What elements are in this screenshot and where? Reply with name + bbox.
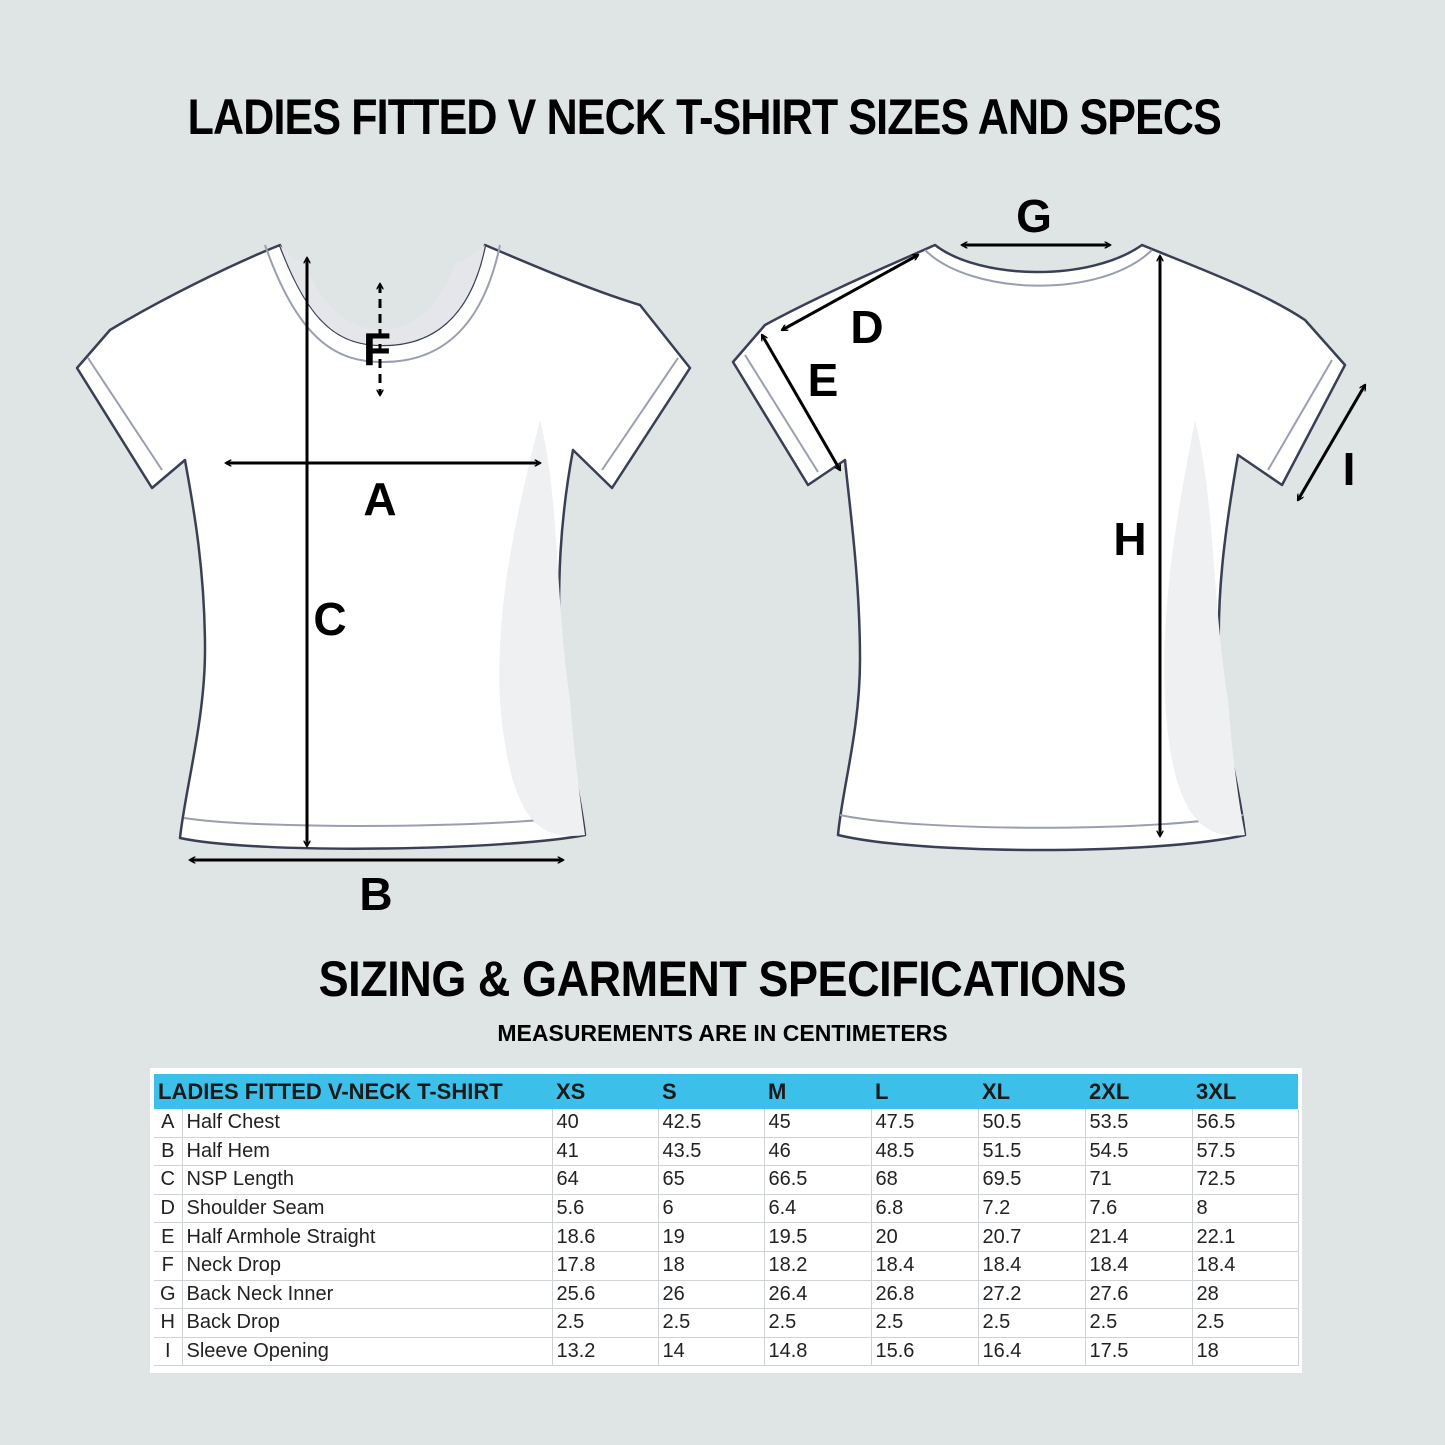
size-s-header: S xyxy=(658,1074,764,1109)
back-shirt xyxy=(733,245,1345,850)
table-cell: 48.5 xyxy=(871,1137,978,1166)
label-i: I xyxy=(1342,443,1356,495)
table-cell: 28 xyxy=(1192,1280,1298,1309)
table-cell: 71 xyxy=(1085,1166,1192,1195)
table-cell: 42.5 xyxy=(658,1109,764,1137)
table-cell: 17.5 xyxy=(1085,1337,1192,1366)
row-label: Half Chest xyxy=(182,1109,552,1137)
table-cell: 27.2 xyxy=(978,1280,1085,1309)
table-header-row xyxy=(154,1074,1298,1109)
table-cell: 6.4 xyxy=(764,1194,871,1223)
spec-note: MEASUREMENTS ARE IN CENTIMETERS xyxy=(497,1020,948,1046)
row-code: I xyxy=(154,1337,182,1366)
row-code: H xyxy=(154,1309,182,1338)
table-header-name: LADIES FITTED V-NECK T-SHIRT xyxy=(154,1074,552,1109)
table-cell: 41 xyxy=(552,1137,658,1166)
table-cell: 7.2 xyxy=(978,1194,1085,1223)
table-cell: 69.5 xyxy=(978,1166,1085,1195)
table-row xyxy=(154,1166,1298,1195)
table-cell: 68 xyxy=(871,1166,978,1195)
table-cell: 13.2 xyxy=(552,1337,658,1366)
table-cell: 20 xyxy=(871,1223,978,1252)
table-cell: 25.6 xyxy=(552,1280,658,1309)
table-cell: 46 xyxy=(764,1137,871,1166)
table-row xyxy=(154,1251,1298,1280)
table-row xyxy=(154,1194,1298,1223)
table-cell: 18 xyxy=(1192,1337,1298,1366)
table-cell: 66.5 xyxy=(764,1166,871,1195)
table-cell: 14.8 xyxy=(764,1337,871,1366)
table-cell: 57.5 xyxy=(1192,1137,1298,1166)
row-label: Back Neck Inner xyxy=(182,1280,552,1309)
table-cell: 21.4 xyxy=(1085,1223,1192,1252)
row-code: F xyxy=(154,1251,182,1280)
table-cell: 72.5 xyxy=(1192,1166,1298,1195)
table-cell: 6.8 xyxy=(871,1194,978,1223)
page-title: LADIES FITTED V NECK T-SHIRT SIZES AND SPECS xyxy=(187,89,1221,145)
table-cell: 17.8 xyxy=(552,1251,658,1280)
table-cell: 18 xyxy=(658,1251,764,1280)
row-label: Neck Drop xyxy=(182,1251,552,1280)
table-cell: 43.5 xyxy=(658,1137,764,1166)
table-row xyxy=(154,1309,1298,1338)
table-cell: 8 xyxy=(1192,1194,1298,1223)
size-2xl-header: 2XL xyxy=(1085,1074,1192,1109)
row-label: Shoulder Seam xyxy=(182,1194,552,1223)
table-cell: 26.4 xyxy=(764,1280,871,1309)
row-code: D xyxy=(154,1194,182,1223)
table-cell: 7.6 xyxy=(1085,1194,1192,1223)
table-cell: 2.5 xyxy=(871,1309,978,1338)
label-e: E xyxy=(807,354,839,406)
table-cell: 20.7 xyxy=(978,1223,1085,1252)
spec-table-container xyxy=(150,1068,1302,1373)
table-cell: 2.5 xyxy=(552,1309,658,1338)
row-code: B xyxy=(154,1137,182,1166)
table-cell: 47.5 xyxy=(871,1109,978,1137)
spec-table xyxy=(154,1074,1299,1366)
table-cell: 40 xyxy=(552,1109,658,1137)
table-cell: 18.4 xyxy=(871,1251,978,1280)
row-label: Sleeve Opening xyxy=(182,1337,552,1366)
table-cell: 65 xyxy=(658,1166,764,1195)
table-cell: 18.2 xyxy=(764,1251,871,1280)
label-a: A xyxy=(363,473,397,525)
table-cell: 64 xyxy=(552,1166,658,1195)
table-row xyxy=(154,1337,1298,1366)
row-label: NSP Length xyxy=(182,1166,552,1195)
size-3xl-header: 3XL xyxy=(1192,1074,1298,1109)
table-cell: 6 xyxy=(658,1194,764,1223)
label-f: F xyxy=(362,323,392,375)
table-cell: 19.5 xyxy=(764,1223,871,1252)
table-cell: 26 xyxy=(658,1280,764,1309)
table-cell: 14 xyxy=(658,1337,764,1366)
label-b: B xyxy=(359,868,393,920)
table-cell: 22.1 xyxy=(1192,1223,1298,1252)
row-code: A xyxy=(154,1109,182,1137)
table-cell: 26.8 xyxy=(871,1280,978,1309)
table-cell: 5.6 xyxy=(552,1194,658,1223)
back-shirt-body xyxy=(733,245,1345,850)
table-row xyxy=(154,1280,1298,1309)
row-code: C xyxy=(154,1166,182,1195)
label-d: D xyxy=(850,301,884,353)
table-body xyxy=(154,1109,1298,1366)
table-cell: 53.5 xyxy=(1085,1109,1192,1137)
table-cell: 15.6 xyxy=(871,1337,978,1366)
table-cell: 2.5 xyxy=(658,1309,764,1338)
table-cell: 45 xyxy=(764,1109,871,1137)
table-row xyxy=(154,1137,1298,1166)
table-cell: 18.6 xyxy=(552,1223,658,1252)
table-cell: 18.4 xyxy=(1085,1251,1192,1280)
table-cell: 16.4 xyxy=(978,1337,1085,1366)
row-label: Half Hem xyxy=(182,1137,552,1166)
table-cell: 2.5 xyxy=(978,1309,1085,1338)
label-h: H xyxy=(1113,513,1147,565)
table-row xyxy=(154,1223,1298,1252)
label-g: G xyxy=(1016,190,1052,242)
row-label: Back Drop xyxy=(182,1309,552,1338)
table-cell: 2.5 xyxy=(1085,1309,1192,1338)
size-xl-header: XL xyxy=(978,1074,1085,1109)
label-c: C xyxy=(313,593,347,645)
size-xs-header: XS xyxy=(552,1074,658,1109)
table-row xyxy=(154,1109,1298,1137)
row-label: Half Armhole Straight xyxy=(182,1223,552,1252)
table-cell: 18.4 xyxy=(1192,1251,1298,1280)
row-code: E xyxy=(154,1223,182,1252)
table-cell: 27.6 xyxy=(1085,1280,1192,1309)
spec-title: SIZING & GARMENT SPECIFICATIONS xyxy=(318,951,1127,1007)
table-cell: 2.5 xyxy=(764,1309,871,1338)
table-cell: 19 xyxy=(658,1223,764,1252)
row-code: G xyxy=(154,1280,182,1309)
table-cell: 18.4 xyxy=(978,1251,1085,1280)
table-cell: 54.5 xyxy=(1085,1137,1192,1166)
table-cell: 50.5 xyxy=(978,1109,1085,1137)
table-cell: 51.5 xyxy=(978,1137,1085,1166)
size-l-header: L xyxy=(871,1074,978,1109)
table-cell: 56.5 xyxy=(1192,1109,1298,1137)
size-m-header: M xyxy=(764,1074,871,1109)
table-cell: 2.5 xyxy=(1192,1309,1298,1338)
